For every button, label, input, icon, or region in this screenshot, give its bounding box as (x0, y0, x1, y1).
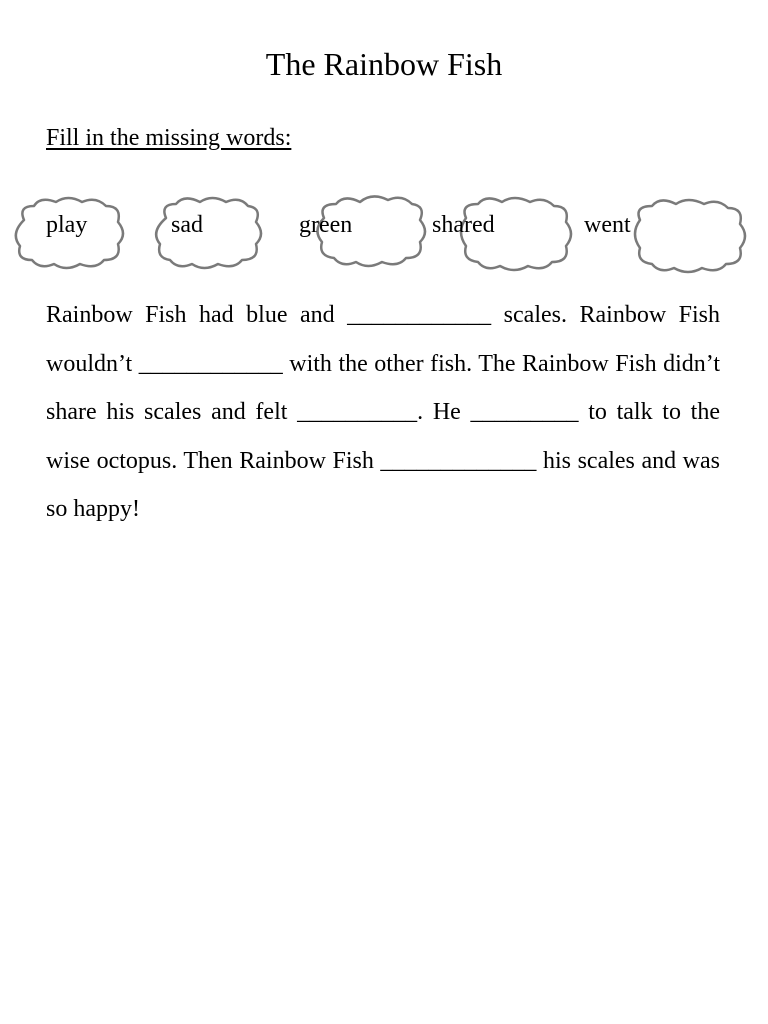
answer-blank[interactable]: _____________ (380, 447, 537, 474)
answer-blank[interactable]: ____________ (347, 302, 492, 328)
answer-blank[interactable]: _________ (470, 399, 579, 425)
word-bank-item: green (299, 212, 353, 238)
worksheet-title: The Rainbow Fish (265, 46, 503, 82)
instruction-heading: Fill in the missing words: (46, 125, 292, 151)
story-text: scales. Rainbow Fish wouldn’t (46, 302, 721, 377)
story-text: with the other fish. The Rainbow Fish didn’t share his scales and felt (46, 350, 720, 425)
story-text: Rainbow Fish had blue and (46, 302, 348, 328)
word-bank-item: sad (171, 212, 203, 238)
word-bank-item: play (46, 212, 88, 238)
story-paragraph (46, 291, 720, 534)
word-bank-item: went (584, 212, 631, 238)
cloud-shape (635, 200, 745, 272)
word-bank (0, 190, 768, 280)
word-bank-clouds (0, 190, 768, 280)
answer-blank[interactable]: __________. (297, 399, 424, 425)
word-bank-item: shared (432, 212, 495, 238)
story-text: to talk to the wise octopus. Then Rainbow Fish (46, 399, 720, 474)
story-text: He (423, 399, 471, 425)
story-text: his scales and was so happy! (46, 447, 721, 522)
answer-blank[interactable]: ____________ (138, 350, 283, 377)
